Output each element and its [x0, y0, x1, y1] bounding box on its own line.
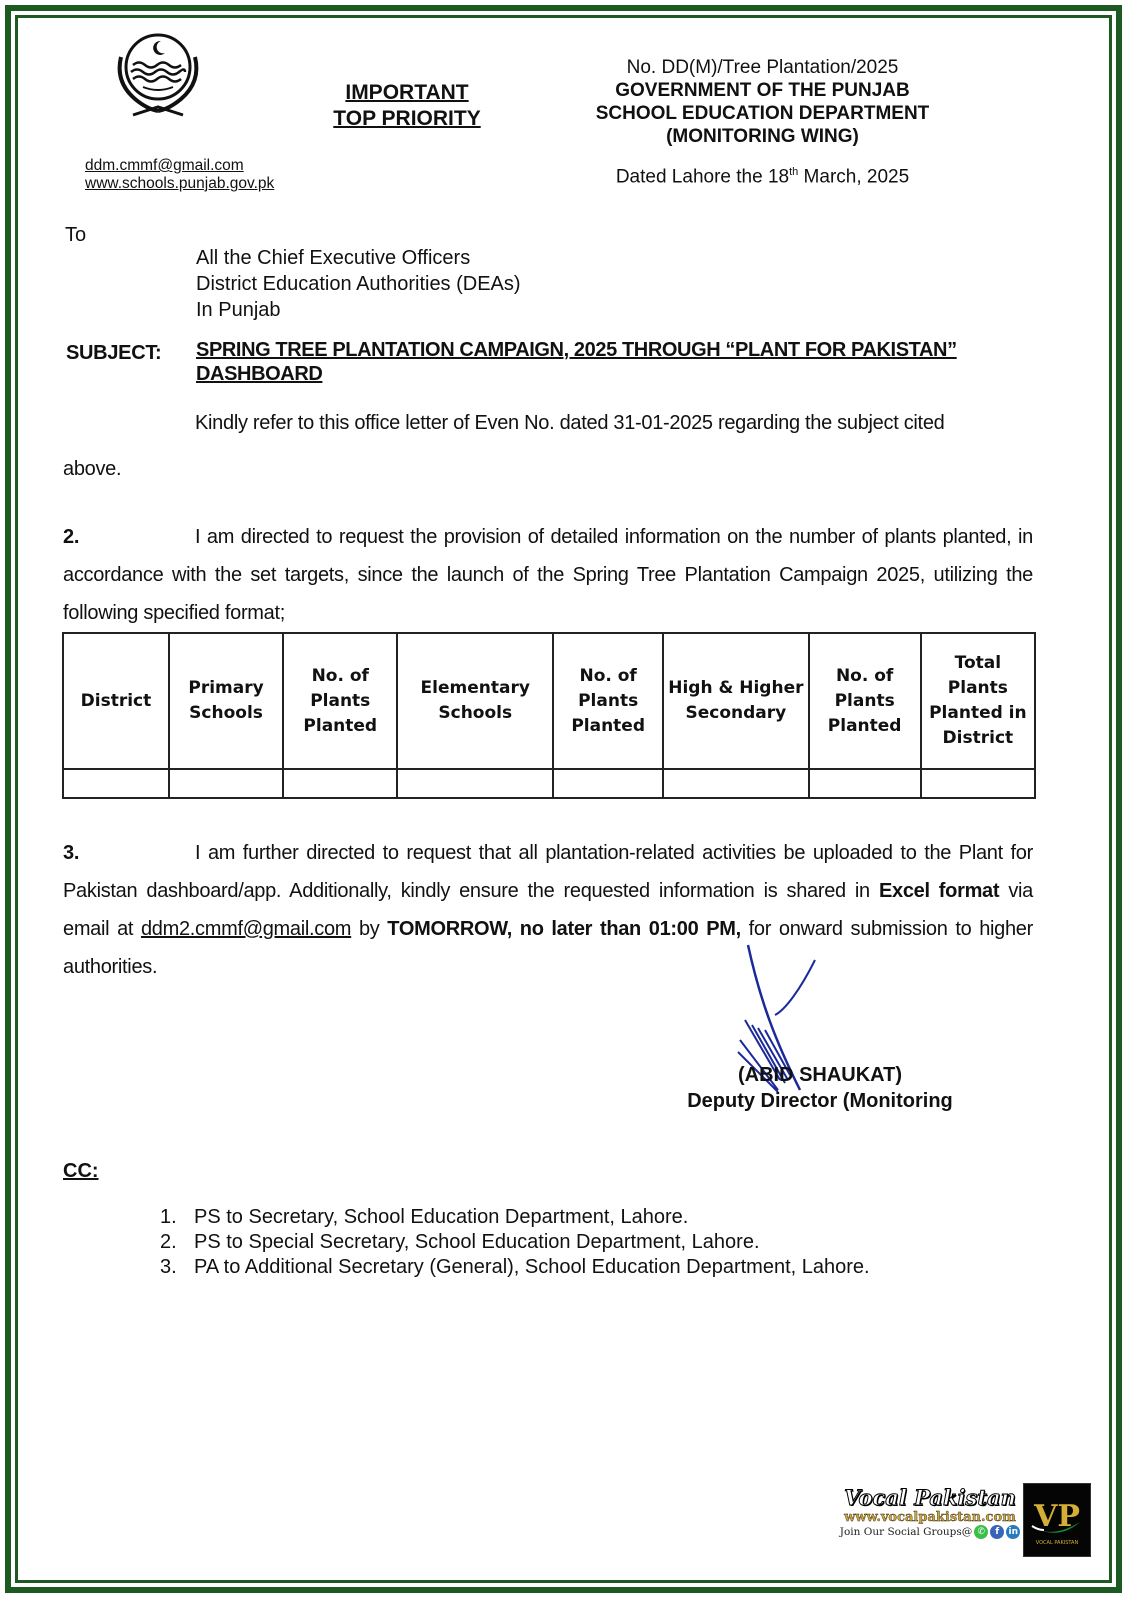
wing-name: (MONITORING WING)	[666, 126, 859, 147]
date-suffix: March, 2025	[798, 166, 910, 188]
government-name: GOVERNMENT OF THE PUNJAB	[615, 80, 910, 101]
priority-line-1: IMPORTANT	[345, 81, 469, 104]
col-elementary-schools: Elementary Schools	[397, 633, 553, 769]
excel-format-emphasis: Excel format	[878, 880, 1000, 902]
cell-primary-schools	[169, 769, 283, 798]
department-name: SCHOOL EDUCATION DEPARTMENT	[595, 103, 930, 124]
paragraph-2	[63, 518, 1033, 632]
priority-stamp	[322, 80, 492, 132]
cc-item-number: 2.	[160, 1231, 177, 1253]
paragraph-3-text-c: by	[351, 918, 388, 940]
col-district: District	[63, 633, 169, 769]
svg-text:VOCAL PAKISTAN: VOCAL PAKISTAN	[1035, 1540, 1079, 1546]
punjab-emblem-icon	[103, 27, 213, 122]
svg-text:VP: VP	[1034, 1499, 1080, 1534]
submission-email-link[interactable]: ddm2.cmmf@gmail.com	[140, 918, 352, 940]
list-item	[160, 1205, 870, 1230]
plantation-format-table	[62, 632, 1036, 799]
col-high-secondary: High & Higher Secondary	[663, 633, 808, 769]
watermark-social	[836, 1525, 1024, 1539]
cc-label: CC:	[63, 1160, 99, 1182]
paragraph-1-text: Kindly refer to this office letter of Even No. dated 31-01-2025 regarding the subject cited	[195, 412, 945, 434]
paragraph-3-text-a: I am further directed to request that all plantation-related activities be uploaded to the Plant for Pakistan dashboard/app. Additionally, kindly ensure the requested information is shared in	[63, 842, 1033, 902]
subject-label: SUBJECT:	[66, 342, 162, 364]
date-ordinal: th	[789, 166, 799, 178]
table-header-row	[63, 633, 1035, 769]
cc-list	[160, 1205, 870, 1280]
watermark-title: Vocal Pakistan	[844, 1485, 1016, 1510]
vocal-pakistan-watermark	[836, 1485, 1024, 1539]
watermark-url[interactable]: www.vocalpakistan.com	[844, 1510, 1016, 1525]
cc-item-text: PA to Additional Secretary (General), School Education Department, Lahore.	[194, 1256, 870, 1278]
cell-primary-plants	[283, 769, 397, 798]
paragraph-3-text-d: for onward submission to higher authorities.	[63, 918, 1033, 978]
signatory-title: Deputy Director (Monitoring	[687, 1090, 953, 1112]
cc-item-text: PS to Secretary, School Education Department, Lahore.	[194, 1206, 689, 1228]
letterhead-block	[570, 56, 955, 148]
cell-total-plants	[921, 769, 1035, 798]
to-label: To	[65, 224, 87, 246]
col-primary-schools: Primary Schools	[169, 633, 283, 769]
contact-website-link[interactable]: www.schools.punjab.gov.pk	[85, 175, 275, 192]
cc-item-text: PS to Special Secretary, School Education Department, Lahore.	[194, 1231, 760, 1253]
whatsapp-icon[interactable]: ✆	[974, 1525, 988, 1539]
recipient-line-2: District Education Authorities (DEAs)	[196, 273, 521, 295]
recipient-address	[196, 245, 521, 323]
page-border-inner	[15, 15, 1112, 1583]
cell-high-secondary	[663, 769, 808, 798]
recipient-line-3: In Punjab	[196, 299, 281, 321]
paragraph-1-continued: above.	[63, 458, 122, 480]
contact-block	[85, 157, 274, 193]
subject-text: SPRING TREE PLANTATION CAMPAIGN, 2025 THROUGH “PLANT FOR PAKISTAN” DASHBOARD	[196, 339, 957, 385]
paragraph-3-text-b: via email at	[63, 880, 1033, 940]
signatory-name: (ABID SHAUKAT)	[737, 1064, 903, 1086]
vocal-pakistan-logo	[1023, 1483, 1091, 1557]
table-row	[63, 769, 1035, 798]
col-high-plants: No. of Plants Planted	[809, 633, 921, 769]
paragraph-2-text: I am directed to request the provision of detailed information on the number of plants planted, in accordance with the set targets, since the launch of the Spring Tree Plantation Campaign 2025, utilizing the following specified format;	[63, 526, 1033, 624]
priority-line-2: TOP PRIORITY	[333, 107, 481, 130]
facebook-icon[interactable]: f	[990, 1525, 1004, 1539]
paragraph-1	[63, 404, 1033, 442]
recipient-line-1: All the Chief Executive Officers	[196, 247, 471, 269]
cell-elementary-schools	[397, 769, 553, 798]
cell-district	[63, 769, 169, 798]
vp-logo-icon	[1024, 1484, 1090, 1556]
paragraph-2-number: 2.	[63, 526, 80, 548]
linkedin-icon[interactable]: in	[1006, 1525, 1020, 1539]
date-line	[570, 166, 955, 188]
reference-number: No. DD(M)/Tree Plantation/2025	[626, 57, 899, 78]
list-item	[160, 1230, 870, 1255]
col-primary-plants: No. of Plants Planted	[283, 633, 397, 769]
watermark-join-text: Join Our Social Groups@	[839, 1526, 973, 1538]
paragraph-3	[63, 834, 1033, 986]
cc-item-number: 1.	[160, 1206, 177, 1228]
contact-email-link[interactable]: ddm.cmmf@gmail.com	[85, 157, 244, 174]
col-total-plants: Total Plants Planted in District	[921, 633, 1035, 769]
cell-high-plants	[809, 769, 921, 798]
cell-elementary-plants	[553, 769, 663, 798]
list-item	[160, 1255, 870, 1280]
cc-item-number: 3.	[160, 1256, 177, 1278]
col-elementary-plants: No. of Plants Planted	[553, 633, 663, 769]
paragraph-3-number: 3.	[63, 842, 80, 864]
signatory-block	[670, 1062, 970, 1114]
date-prefix: Dated Lahore the 18	[615, 166, 790, 188]
deadline-emphasis: TOMORROW, no later than 01:00 PM,	[387, 918, 741, 940]
